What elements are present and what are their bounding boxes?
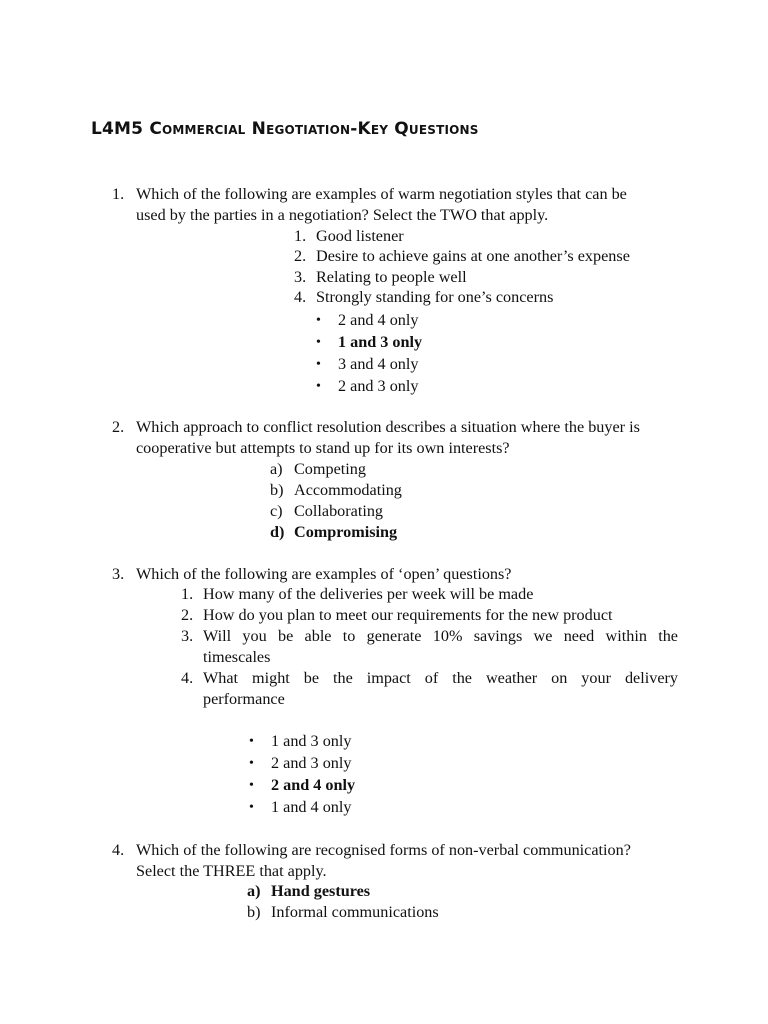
option-text-continued: performance <box>203 690 285 708</box>
option-text-continued: timescales <box>203 648 271 666</box>
option-text: Competing <box>294 460 366 478</box>
option-marker: 2. <box>181 606 194 624</box>
bullet-icon: • <box>249 734 254 749</box>
answer-option-correct: 2 and 4 only <box>271 776 356 794</box>
question-number: 1. <box>112 185 125 203</box>
option-text: Desire to achieve gains at one another’s expense <box>316 247 630 265</box>
question-text: Which of the following are examples of warm negotiation styles that can be <box>136 185 627 203</box>
question-number: 2. <box>112 418 125 436</box>
option-marker: 1. <box>181 585 194 603</box>
option-marker: 1. <box>294 227 307 245</box>
option-marker: 4. <box>294 288 307 306</box>
bullet-icon: • <box>316 335 321 350</box>
option-text: What might be the impact of the weather on your delivery <box>203 669 678 687</box>
bullet-icon: • <box>249 756 254 771</box>
bullet-icon: • <box>316 357 321 372</box>
option-text: Relating to people well <box>316 268 467 286</box>
option-marker: 3. <box>294 268 307 286</box>
answer-option-correct: 1 and 3 only <box>338 333 423 351</box>
option-marker: b) <box>247 903 261 921</box>
question-text: cooperative but attempts to stand up for its own interests? <box>136 439 510 457</box>
option-text: How many of the deliveries per week will be made <box>203 585 534 603</box>
document-title: L4M5 Commercial Negotiation-Key Questions <box>91 119 479 139</box>
option-text: Will you be able to generate 10% savings we need within the <box>203 627 678 645</box>
option-text: Collaborating <box>294 502 384 520</box>
option-marker: d) <box>270 523 285 541</box>
option-text: Good listener <box>316 227 404 245</box>
question-text: Which approach to conflict resolution describes a situation where the buyer is <box>136 418 640 436</box>
answer-option: 2 and 3 only <box>271 754 352 772</box>
option-marker: c) <box>270 502 283 520</box>
answer-option: 1 and 3 only <box>271 732 352 750</box>
answer-option: 2 and 4 only <box>338 311 419 329</box>
option-marker: a) <box>247 882 261 900</box>
option-text-correct: Compromising <box>294 523 398 541</box>
question-number: 3. <box>112 565 125 583</box>
option-marker: b) <box>270 481 284 499</box>
question-number: 4. <box>112 841 125 859</box>
bullet-icon: • <box>316 313 321 328</box>
option-text: Informal communications <box>271 903 439 921</box>
option-marker: 3. <box>181 627 194 645</box>
bullet-icon: • <box>316 379 321 394</box>
option-text: Accommodating <box>294 481 402 499</box>
bullet-icon: • <box>249 778 254 793</box>
option-text: How do you plan to meet our requirements for the new product <box>203 606 613 624</box>
question-text: Which of the following are examples of ‘open’ questions? <box>136 565 512 583</box>
answer-option: 2 and 3 only <box>338 377 419 395</box>
answer-option: 3 and 4 only <box>338 355 419 373</box>
question-text: used by the parties in a negotiation? Select the TWO that apply. <box>136 206 549 224</box>
option-marker: 2. <box>294 247 307 265</box>
option-marker: a) <box>270 460 283 478</box>
bullet-icon: • <box>249 800 254 815</box>
question-text: Select the THREE that apply. <box>136 862 327 880</box>
option-marker: 4. <box>181 669 194 687</box>
question-text: Which of the following are recognised forms of non-verbal communication? <box>136 841 631 859</box>
option-text: Strongly standing for one’s concerns <box>316 288 554 306</box>
answer-option: 1 and 4 only <box>271 798 352 816</box>
option-text-correct: Hand gestures <box>271 882 371 900</box>
